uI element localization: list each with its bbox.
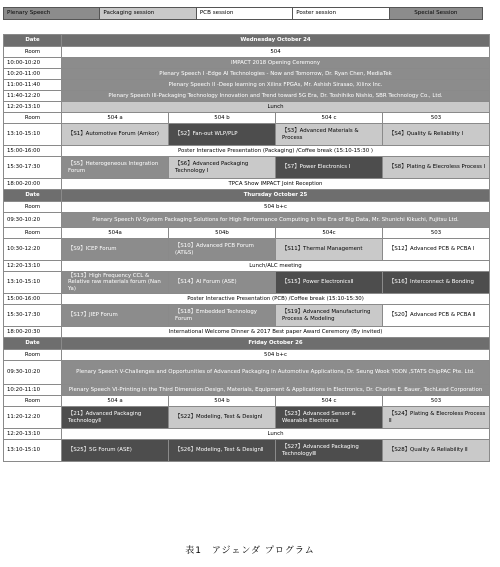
time-cell: 12:20-13:10 <box>4 429 62 440</box>
room-cell: 504 c <box>276 113 383 124</box>
time-cell: 15:30-17:30 <box>4 305 62 327</box>
session-row <box>4 272 490 294</box>
session-cell: 【S4】Quality & Reliability Ⅰ <box>383 124 490 146</box>
event-cell: Lunch/ALC meeting <box>62 261 490 272</box>
session-cell: 【S1】Automotive Forum (Amkor) <box>62 124 169 146</box>
session-cell: 【S12】Advanced PCB & PCBA Ⅰ <box>383 239 490 261</box>
legend-packaging: Packaging session <box>100 8 196 19</box>
session-cell: 【S18】Embedded Technology Forum <box>169 305 276 327</box>
table-caption: 表1 アジェンダ プログラム <box>185 546 315 556</box>
schedule-row <box>4 294 490 305</box>
session-cell: 【S26】Modeling, Test & DesignⅡ <box>169 440 276 462</box>
schedule-row <box>4 146 490 157</box>
session-row <box>4 305 490 327</box>
date-label: Date <box>4 190 62 202</box>
session-cell: 【S14】AI Forum (ASE) <box>169 272 276 294</box>
schedule-row <box>4 91 490 102</box>
schedule-row <box>4 102 490 113</box>
room-label: Room <box>4 396 62 407</box>
room-cell: 504 c <box>276 396 383 407</box>
room-row <box>4 396 490 407</box>
schedule-row <box>4 179 490 190</box>
session-row <box>4 157 490 179</box>
room-label: Room <box>4 350 62 361</box>
day-title: Thursday October 25 <box>62 190 490 202</box>
schedule-row <box>4 429 490 440</box>
time-cell: 13:10-15:10 <box>4 440 62 462</box>
room-row <box>4 113 490 124</box>
schedule-row <box>4 327 490 338</box>
session-cell: 【S3】Advanced Materials & Process <box>276 124 383 146</box>
session-cell: 【S13】High Frequency CCL & Relative raw materials forum (Nan Ya) <box>62 272 169 294</box>
schedule-row <box>4 58 490 69</box>
event-cell: Plenary Speech IV-System Packaging Solutions for High Performance Computing In the Era of Big Data, Mr. Shunichi Kikuchi, Fujitsu Ltd. <box>62 213 490 228</box>
session-cell: 【S28】Quality & Reliability Ⅱ <box>383 440 490 462</box>
schedule-row <box>4 213 490 228</box>
room-cell: 503 <box>383 113 490 124</box>
time-cell: 15:30-17:30 <box>4 157 62 179</box>
agenda-table <box>3 34 490 462</box>
time-cell: 10:20-11:00 <box>4 69 62 80</box>
day-title: Wednesday October 24 <box>62 35 490 47</box>
time-cell: 15:00-16:00 <box>4 294 62 305</box>
room-cell: 504b <box>169 228 276 239</box>
time-cell: 10:20-11:10 <box>4 385 62 396</box>
event-cell: TPCA Show IMPACT Joint Reception <box>62 179 490 190</box>
session-row <box>4 440 490 462</box>
schedule-row <box>4 361 490 385</box>
session-row <box>4 407 490 429</box>
schedule-row <box>4 385 490 396</box>
session-cell: 【S16】Interconnect & Bonding <box>383 272 490 294</box>
day-header-row <box>4 35 490 47</box>
room-label: Room <box>4 113 62 124</box>
session-cell: 【S19】Advanced Manufacturing Process & Modeling <box>276 305 383 327</box>
session-cell: 【S6】Advanced Packaging Technology Ⅰ <box>169 157 276 179</box>
event-cell: Plenary Speech I -Edge AI Technologies - Now and Tomorrow, Dr. Ryan Chen, MediaTek <box>62 69 490 80</box>
event-cell: Lunch <box>62 429 490 440</box>
session-cell: 【S8】Plating & Elecroless Process Ⅰ <box>383 157 490 179</box>
time-cell: 12:20-13:10 <box>4 102 62 113</box>
session-cell: 【S24】Plating & Elecroless Process Ⅱ <box>383 407 490 429</box>
session-cell: 【S9】ICEP Forum <box>62 239 169 261</box>
date-label: Date <box>4 35 62 47</box>
time-cell: 11:20-12:20 <box>4 407 62 429</box>
room-row <box>4 228 490 239</box>
legend-poster: Poster session <box>293 8 389 19</box>
legend-pcb: PCB session <box>197 8 293 19</box>
session-cell: 【S15】Power ElectronicsⅡ <box>276 272 383 294</box>
time-cell: 10:30-12:20 <box>4 239 62 261</box>
room-cell: 504 a <box>62 113 169 124</box>
room-row <box>4 202 490 213</box>
session-cell: 【S27】Advanced Packaging TechnologyⅢ <box>276 440 383 462</box>
day-title: Friday October 26 <box>62 338 490 350</box>
time-cell: 10:00-10:20 <box>4 58 62 69</box>
session-cell: 【S7】Power Electronics Ⅰ <box>276 157 383 179</box>
session-cell: 【S2】Fan-out WLP/PLP <box>169 124 276 146</box>
event-cell: IMPACT 2018 Opening Ceremony <box>62 58 490 69</box>
time-cell: 11:40-12:20 <box>4 91 62 102</box>
date-label: Date <box>4 338 62 350</box>
time-cell: 18:00-20:00 <box>4 179 62 190</box>
room-value: 504 <box>62 47 490 58</box>
time-cell: 09:30-10:20 <box>4 213 62 228</box>
schedule-row <box>4 69 490 80</box>
time-cell: 13:10-15:10 <box>4 124 62 146</box>
time-cell: 09:30-10:20 <box>4 361 62 385</box>
time-cell: 15:00-16:00 <box>4 146 62 157</box>
room-cell: 504 b <box>169 396 276 407</box>
session-cell: 【S17】JIEP Forum <box>62 305 169 327</box>
session-row <box>4 124 490 146</box>
time-cell: 12:20-13:10 <box>4 261 62 272</box>
session-cell: 【S10】Advanced PCB Forum (AT&S) <box>169 239 276 261</box>
room-label: Room <box>4 202 62 213</box>
room-cell: 504a <box>62 228 169 239</box>
schedule-row <box>4 80 490 91</box>
event-cell: Lunch <box>62 102 490 113</box>
session-cell: 【S5】Heterogeneous Integration Forum <box>62 157 169 179</box>
room-cell: 504c <box>276 228 383 239</box>
time-cell: 18:00-20:30 <box>4 327 62 338</box>
schedule-row <box>4 261 490 272</box>
session-cell: 【S11】Thermal Management <box>276 239 383 261</box>
room-row <box>4 350 490 361</box>
session-cell: 【S20】Advanced PCB & PCBA Ⅱ <box>383 305 490 327</box>
room-cell: 503 <box>383 396 490 407</box>
room-value: 504 b+c <box>62 202 490 213</box>
event-cell: Plenary Speech V-Challenges and Opportunities of Advanced Packaging in Automotive Applications, Dr. Seung Wook YOON ,STATS ChipPAC Pte. Ltd. <box>62 361 490 385</box>
event-cell: Plenary Speech III-Packaging Technology Innovation and Trend toward 5G Era, Dr. Toshihiko Nishio, SBR Technology Co., Ltd. <box>62 91 490 102</box>
room-row <box>4 47 490 58</box>
session-cell: 【S22】Modeling, Test & DesignⅠ <box>169 407 276 429</box>
legend-plenary: Plenary Speech <box>4 8 100 19</box>
room-cell: 504 a <box>62 396 169 407</box>
event-cell: International Welcome Dinner & 2017 Best paper Award Ceremony (By invited) <box>62 327 490 338</box>
event-cell: Poster Interactive Presentation (PCB) /Coffee break (15:10-15:30) <box>62 294 490 305</box>
event-cell: Poster Interactive Presentation (Packaging) /Coffee break (15:10-15:30 ) <box>62 146 490 157</box>
time-cell: 13:10-15:10 <box>4 272 62 294</box>
session-legend <box>3 7 483 20</box>
event-cell: Plenary Speech VI-Printing in the Third Dimension:Design, Materials, Equipment & Applications in Electronics, Dr. Charles E. Bauer, TechLead Corporation <box>62 385 490 396</box>
time-cell: 11:00-11:40 <box>4 80 62 91</box>
legend-special: Special Session <box>390 8 482 19</box>
session-row <box>4 239 490 261</box>
room-value: 504 b+c <box>62 350 490 361</box>
session-cell: 【S23】Advanced Sensor & Wearable Electronics <box>276 407 383 429</box>
session-cell: 【S25】5G Forum (ASE) <box>62 440 169 462</box>
room-label: Room <box>4 47 62 58</box>
room-cell: 504 b <box>169 113 276 124</box>
room-cell: 503 <box>383 228 490 239</box>
day-header-row <box>4 338 490 350</box>
room-label: Room <box>4 228 62 239</box>
session-cell: 【21】Advanced Packaging TechnologyⅡ <box>62 407 169 429</box>
event-cell: Plenary Speech II -Deep learning on Xilinx FPGAs, Mr. Ashish Sirasao, Xilinx Inc. <box>62 80 490 91</box>
day-header-row <box>4 190 490 202</box>
